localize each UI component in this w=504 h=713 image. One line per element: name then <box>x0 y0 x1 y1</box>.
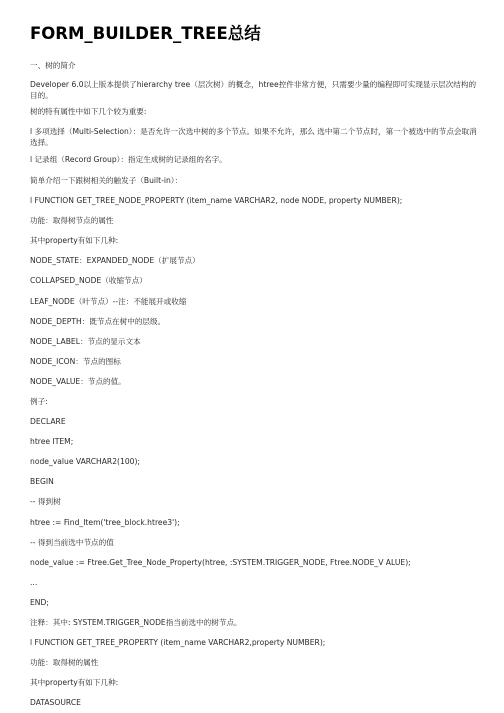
paragraph: NODE_LABEL：节点的显示文本 <box>30 337 141 346</box>
paragraph: 例子: <box>30 397 48 406</box>
paragraph: 功能：取得树的属性 <box>30 658 99 667</box>
section-heading: 一、树的简介 <box>30 61 76 70</box>
code-line: node_value VARCHAR2(100); <box>30 457 140 466</box>
code-line: END; <box>30 598 49 607</box>
code-line: ... <box>30 578 38 587</box>
code-line: node_value := Ftree.Get_Tree_Node_Property(htree, :SYSTEM.TRIGGER_NODE, Ftree.NODE_V ALUE); <box>30 558 411 567</box>
paragraph: 其中property有如下几种: <box>30 678 119 687</box>
page-title: FORM_BUILDER_TREE总结 <box>30 24 261 43</box>
paragraph: NODE_VALUE：节点的值。 <box>30 377 126 386</box>
bullet-item: l FUNCTION GET_TREE_NODE_PROPERTY (item_name VARCHAR2, node NODE, property NUMBER); <box>30 196 403 205</box>
document-body <box>30 0 480 713</box>
paragraph: 树的特有属性中如下几个较为重要: <box>30 107 147 116</box>
paragraph: DATASOURCE <box>30 698 81 707</box>
paragraph: Developer 6.0以上版本提供了hierarchy tree（层次树）的概念，htree控件非常方便，只需要少量的编程即可实现显示层次结构的目的。 <box>30 80 477 100</box>
bullet-item: l 记录组（Record Group）：指定生成树的记录组的名字。 <box>30 155 227 164</box>
paragraph: 其中property有如下几种: <box>30 236 119 245</box>
code-line: htree := Find_Item('tree_block.htree3'); <box>30 518 180 527</box>
paragraph: NODE_DEPTH：既节点在树中的层级。 <box>30 317 166 326</box>
code-line: htree ITEM; <box>30 437 74 446</box>
paragraph: LEAF_NODE（叶节点）--注：不能展开或收缩 <box>30 297 187 306</box>
paragraph: 注释：其中: SYSTEM.TRIGGER_NODE指当前选中的树节点。 <box>30 618 242 627</box>
bullet-item: l 多项选择（Multi-Selection）：是否允许一次选中树的多个节点。如果不允许，那么 选中第二个节点时，第一个被选中的节点会取消选择。 <box>30 127 477 147</box>
paragraph: COLLAPSED_NODE（收缩节点） <box>30 276 147 285</box>
paragraph: 功能：取得树节点的属性 <box>30 216 114 225</box>
code-line: -- 得到当前选中节点的值 <box>30 538 114 547</box>
paragraph: NODE_STATE：EXPANDED_NODE（扩展节点） <box>30 256 200 265</box>
paragraph: NODE_ICON：节点的图标 <box>30 357 121 366</box>
code-line: DECLARE <box>30 417 66 426</box>
code-line: BEGIN <box>30 477 54 486</box>
code-line: -- 得到树 <box>30 497 61 506</box>
bullet-item: l FUNCTION GET_TREE_PROPERTY (item_name VARCHAR2,property NUMBER); <box>30 638 326 647</box>
paragraph: 简单介绍一下跟树相关的触发子（Built-in）： <box>30 176 183 185</box>
